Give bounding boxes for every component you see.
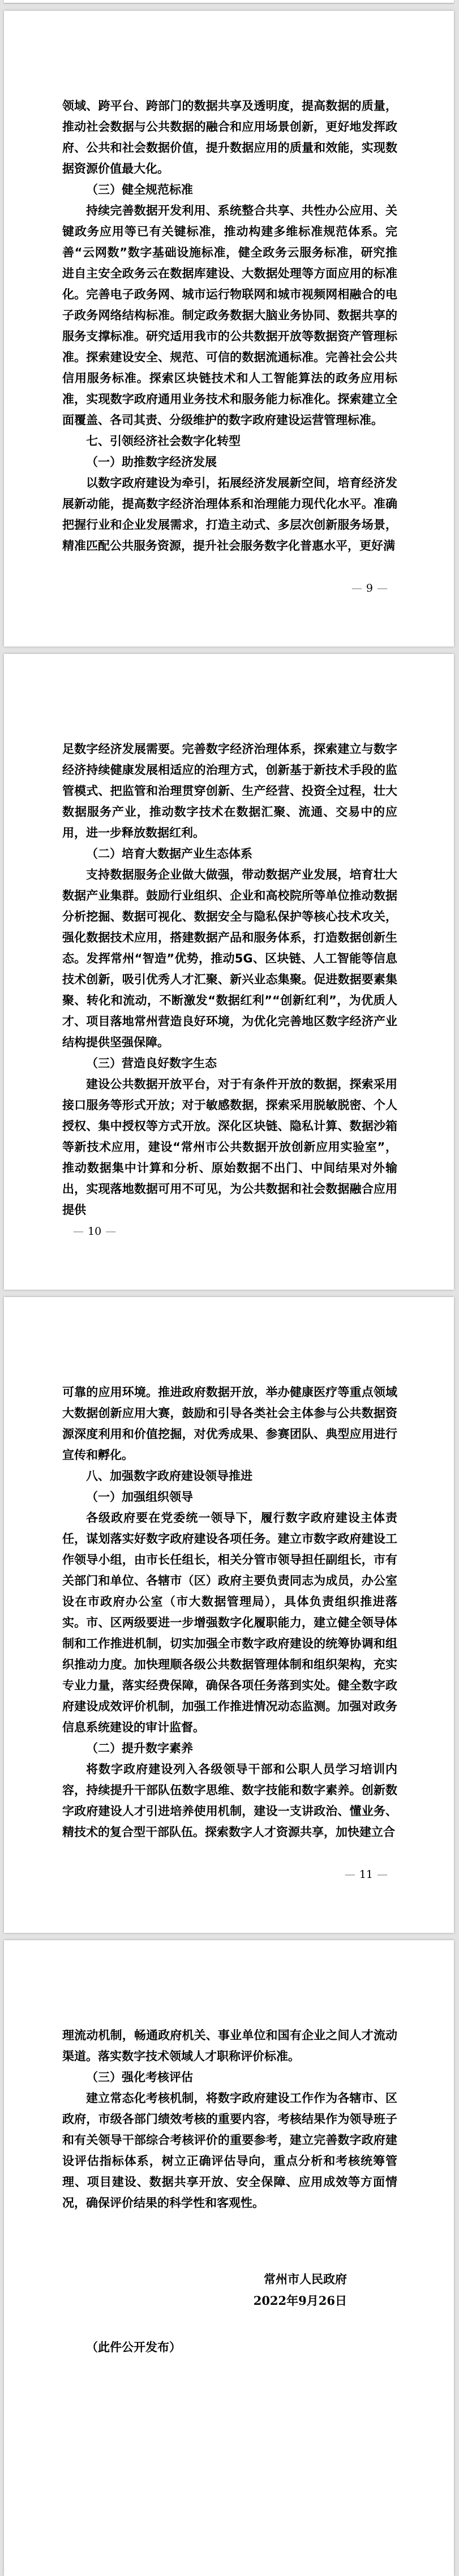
footer-dash-right: — [377, 582, 388, 594]
paragraph: 建设公共数据开放平台，对于有条件开放的数据，探索采用接口服务等形式开放；对于敏感数据，探索采用脱敏脱密、个人授权、集中授权等方式开放。深化区块链、隐私计算、数据沙箱等新技术应用，建设“常州市公共数据开放创新应用实验室”，推动数据集中计算和分析、原始数据不出门、中间结果对外输出，实现落地数据可用不可见，为公共数据和社会数据融合应用提供 [62, 1077, 397, 1217]
footer-dash-left: — [73, 1225, 84, 1238]
footer-dash-right: — [377, 1868, 388, 1881]
page-10 [4, 654, 454, 1290]
paragraph: 各级政府要在党委统一领导下，履行数字政府建设主体责任，谋划落实好数字政府建设各项任务。建立市数字政府建设工作领导小组，由市长任组长，相关分管市领导担任副组长，市有关部门和单位、各辖市（区）政府主要负责同志为成员，办公室设在市政府办公室（市大数据管理局），具体负责组织推进落实。市、区两级要进一步增强数字化履职能力，建立健全领导体制和工作推进机制，切实加强全市数字政府建设的统筹协调和组织推动力度。加快理顺各级公共数据管理体制和组织架构，充实专业力量，落实经费保障，确保各项任务落到实处。健全数字政府建设成效评价机制，加强工作推进情况动态监测。加强对政务信息系统建设的审计监督。 [62, 1511, 397, 1734]
section-heading: （一）助推数字经济发展 [86, 455, 217, 469]
section-heading: （三）健全规范标准 [86, 183, 193, 196]
section-heading: （三）强化考核评估 [86, 2070, 193, 2084]
paragraph-continued: 可靠的应用环境。推进政府数据开放，举办健康医疗等重点领域大数据创新应用大赛，鼓励和引导各类社会主体参与公共数据资源深度利用和价值挖掘，对优秀成果、参赛团队、典型应用进行宣传和孵化。 [62, 1385, 397, 1462]
previous-page-bottom-edge [4, 0, 454, 3]
page-11 [4, 1297, 454, 1933]
section-heading: （二）提升数字素养 [86, 1741, 193, 1755]
paragraph: 建立常态化考核机制，将数字政府建设工作作为各辖市、区政府，市级各部门绩效考核的重要内容，考核结果作为领导班子和有关领导干部综合考核评价的重要参考，建立完善数字政府建设评估指标体系，树立正确评估导向，重点分析和考核统筹管理、项目建设、数据共享开放、安全保障、应用成效等方面情况，确保评价结果的科学性和客观性。 [62, 2091, 397, 2210]
footer-dash-left: — [344, 1868, 355, 1881]
footer-dash-left: — [351, 582, 362, 594]
section-heading: （一）加强组织领导 [86, 1490, 193, 1504]
paragraph: 支持数据服务企业做大做强，带动数据产业发展，培育壮大数据产业集群。鼓励行业组织、企业和高校院所等单位推动数据分析挖掘、数据可视化、数据安全与隐私保护等核心技术攻关，强化数据技术应用，搭建数据产品和服务体系，打造数据创新生态。发挥常州“智造”优势，推动5G、区块链、人工智能等信息技术创新，吸引优秀人才汇聚、新兴业态集聚。促进数据要素集聚、转化和流动，不断激发“数据红利”“创新红利”，为优质人才、项目落地常州营造良好环境，为优化完善地区数字经济产业结构提供坚强保障。 [62, 868, 397, 1049]
paragraph-continued: 理流动机制，畅通政府机关、事业单位和国有企业之间人才流动渠道。落实数字技术领域人才职称评价标准。 [62, 2029, 397, 2063]
publish-note: （此件公开发布） [86, 2340, 181, 2354]
paragraph: 持续完善数据开发利用、系统整合共享、共性办公应用、关键政务应用等已有关键标准，推动构建多维标准规范体系。完善“云网数”数字基础设施标准，健全政务云服务标准，研究推进自主安全政务云在数据库建设、大数据处理等方面应用的标准化。完善电子政务网、城市运行物联网和城市视频网相融合的电子政务网络结构标准。制定政务数据大脑业务协同、数据共享的服务支撑标准。研究适用我市的公共数据开放等数据资产管理标准。探索建设安全、规范、可信的数据流通标准。完善社会公共信用服务标准。探索区块链技术和人工智能算法的政务应用标准，实现数字政府通用业务技术和服务能力标准化。探索建立全面覆盖、各司其责、分级维护的数字政府建设运营管理标准。 [62, 204, 397, 427]
page-number-footer [348, 582, 392, 594]
chapter-heading: 七、引领经济社会数字化转型 [86, 434, 241, 448]
paragraph-continued: 足数字经济发展需要。完善数字经济治理体系，探索建立与数字经济持续健康发展相适应的治理方式，创新基于新技术手段的监管模式、把监管和治理贯穿创新、生产经营、投资全过程，壮大数据服务产业，推动数字技术在数据汇聚、流通、交易中的应用，进一步释放数据红利。 [62, 742, 397, 840]
footer-dash-right: — [105, 1225, 117, 1238]
paragraph: 将数字政府建设列入各级领导干部和公职人员学习培训内容，持续提升干部队伍数字思维、数字技能和数字素养。创新数字政府建设人才引进培养使用机制，建设一支讲政治、懂业务、精技术的复合型干部队伍。探索数字人才资源共享，加快建立合 [62, 1762, 397, 1839]
section-heading: （三）营造良好数字生态 [86, 1056, 217, 1070]
page-number: 10 [88, 1225, 102, 1238]
chapter-heading: 八、加强数字政府建设领导推进 [86, 1469, 252, 1483]
signature-org: 常州市人民政府 [264, 2273, 347, 2286]
page-number: 9 [366, 582, 373, 594]
page-9 [4, 11, 454, 647]
page-number-footer [341, 1868, 392, 1881]
page-12 [4, 1940, 454, 2576]
signature-date: 2022年9月26日 [253, 2293, 347, 2308]
page-number: 11 [359, 1868, 373, 1881]
page-stack [0, 11, 459, 2576]
paragraph-continued: 领域、跨平台、跨部门的数据共享及透明度，提高数据的质量，推动社会数据与公共数据的融合和应用场景创新，更好地发挥政府、公共和社会数据价值，提升数据应用的质量和效能，实现数据资源价值最大化。 [62, 99, 397, 176]
paragraph: 以数字政府建设为牵引，拓展经济发展新空间，培育经济发展新动能，提高数字经济治理体系和治理能力现代化水平。准确把握行业和企业发展需求，打造主动式、多层次创新服务场景，精准匹配公共服务资源，提升社会服务数字化普惠水平，更好满 [62, 476, 397, 553]
page-number-footer [69, 1225, 120, 1238]
section-heading: （二）培育大数据产业生态体系 [86, 847, 252, 861]
